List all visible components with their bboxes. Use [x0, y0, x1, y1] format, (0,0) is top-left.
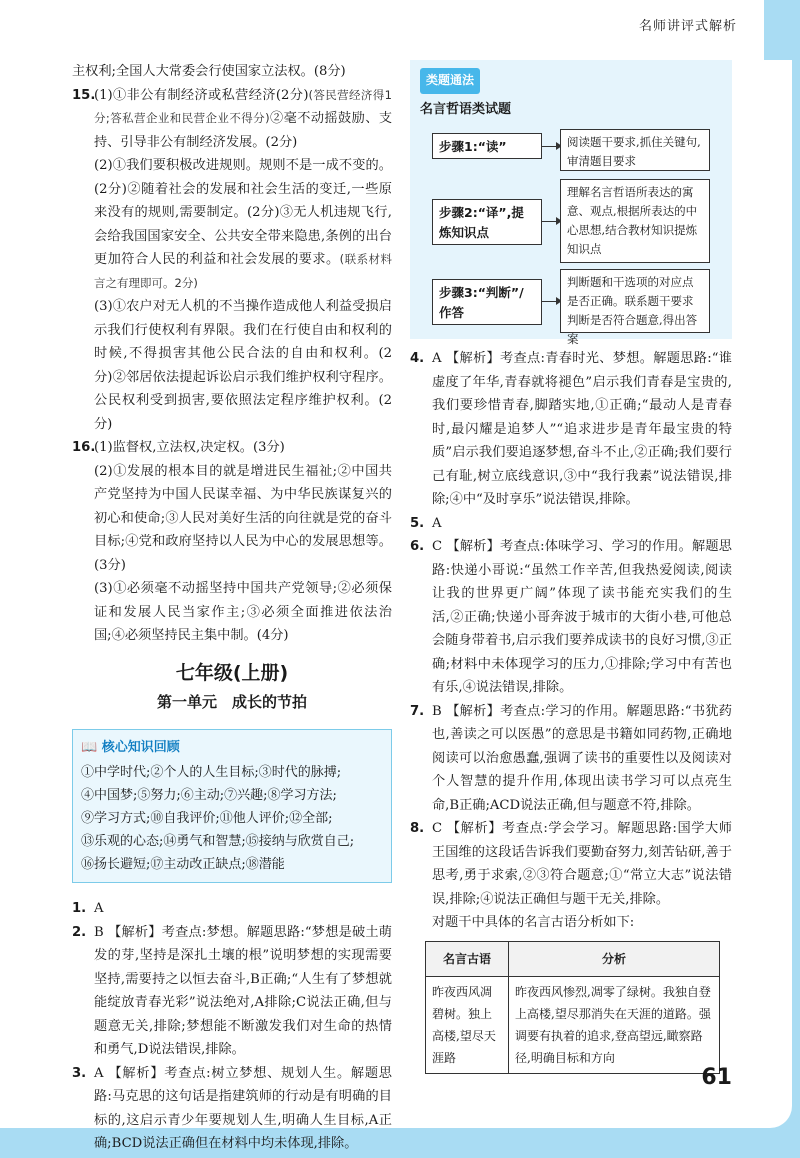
answer-7: [410, 700, 732, 818]
step-3-box: 步骤3:“判断”/作答: [432, 279, 542, 325]
answer-15-note: (答民营经济得1分;答私营企业和民营企业不得分): [94, 87, 393, 125]
book-icon: 📖: [81, 739, 98, 755]
answer-2-number: 2.: [72, 924, 87, 940]
step-2-box: 步骤2:“译”,提炼知识点: [432, 199, 542, 245]
answer-8-number: 8.: [410, 821, 425, 836]
step-1-box: 步骤1:“读”: [432, 133, 542, 159]
answer-16-part3: (3)①必须毫不动摇坚持中国共产党领导;②必须保证和发展人民当家作主;③必须全面推进依法治国;④必须坚持民主集中制。(4分): [94, 581, 392, 643]
answer-6-number: 6.: [410, 539, 425, 554]
step-1-desc: 阅读题干要求,抓住关键句,审清题目要求: [560, 129, 710, 171]
page-number: 61: [701, 1065, 732, 1090]
answer-5-number: 5.: [410, 515, 425, 531]
answer-8-text: C 【解析】考查点:学会学习。解题思路:国学大师王国维的这段话告诉我们要勤奋努力,刻苦钻研,善于思考,勇于求索,②③符合题意;①“常立大志”说法错误,排除;④说法正确但与题干无关,排除。: [432, 821, 732, 907]
answer-1-number: 1.: [72, 901, 87, 916]
knowledge-line: ①中学时代;②个人的人生目标;③时代的脉搏;: [81, 765, 342, 780]
table-intro: 对题干中具体的名言古语分析如下:: [432, 915, 635, 930]
table-header: 名言古语: [426, 941, 509, 976]
answer-7-text: B 【解析】考查点:学习的作用。解题思路:“书犹药也,善读之可以医愚”的意思是书籍如同药物,正确地阅读可以治愈愚蠢,强调了读书的重要性以及阅读对个人智慧的提升作用,体现出读书学习可以点亮生命,B正确;ACD说法正确,但与题意不符,排除。: [432, 703, 732, 813]
table-cell: 昨夜西风惨烈,凋零了绿树。我独自登上高楼,望尽那消失在天涯的道路。强调要有执着的追求,登高望远,瞰察路径,明确目标和方向: [509, 976, 720, 1073]
answer-4-text: A 【解析】考查点:青春时光、梦想。解题思路:“谁虚度了年华,青春就将褪色”启示我们青春是宝贵的,我们要珍惜青春,脚踏实地,①正确;“最动人是青春时,最闪耀是追梦人”“追求进步是青年最宝贵的特质”启示我们要追逐梦想,奋斗不止,②正确;我们要行己有耻,树立底线意识,③中“我行我素”说法错误,排除;④中“及时享乐”说法错误,排除。: [432, 351, 732, 507]
answer-3-text: A 【解析】考查点:树立梦想、规划人生。解题思路:马克思的这句话是指建筑师的行动是有明确的目标的,这启示青少年要规划人生,明确人生目标,A正确;BCD说法正确但在材料中均未体现,排除。: [94, 1065, 392, 1151]
answer-15-part3: (3)①农户对无人机的不当操作造成他人利益受损启示我们行使权利有界限。我们在行使自由和权利的时候,不得损害其他公民合法的自由和权利。(2分)②邻居依法提起诉讼启示我们维护权利守程序。公民权利受到损害,要依照法定程序维护权利。(2分): [94, 299, 392, 432]
answer-2-text: B 【解析】考查点:梦想。解题思路:“梦想是破土萌发的芽,坚持是深扎土壤的根”说明梦想的实现需要坚持,需要持之以恒去奋斗,B正确;“人生有了梦想就能绽放青春光彩”说法绝对,A排除;C说法正确,但与题意无关,排除;梦想能不断激发我们对生命的热情和勇气,D说法错误,排除。: [94, 924, 392, 1057]
step-2-desc: 理解名言哲语所表达的寓意、观点,根据所表达的中心思想,结合教材知识提炼知识点: [560, 179, 710, 263]
answer-6: [410, 535, 732, 700]
answer-7-number: 7.: [410, 703, 425, 719]
answer-5-text: A: [432, 515, 442, 531]
answer-15-part1-rest: ②毫不动摇鼓励、支持、引导非公有制经济发展。(2分): [94, 111, 393, 150]
knowledge-line: ⑨学习方式;⑩自我评价;⑪他人评价;⑫全部;: [81, 811, 333, 826]
answer-15-part2: (2)①我们要积极改进规则。规则不是一成不变的。(2分)②随着社会的发展和社会生活的变迁,一些原来没有的规则,需要制定。(2分)③无人机违规飞行,会给我国国家安全、公共安全带来隐患,条例的出台更加符合人民的利益和社会发展的要求。: [94, 158, 392, 267]
answer-1: [72, 897, 392, 921]
answer-6-text: C 【解析】考查点:体味学习、学习的作用。解题思路:快递小哥说:“虽然工作辛苦,但我热爱阅读,阅读让我的世界更广阔”体现了读书能充实我们的生活,②正确;快递小哥奔波于城市的大街小巷,可他总会随身带着书,启示我们要养成读书的良好习惯,③正确;材料中未体现学习的压力,①排除;学习中有苦也有乐,④说法错误,排除。: [432, 539, 732, 695]
answer-5: [410, 512, 732, 536]
method-tag: 类题通法: [420, 68, 480, 94]
table-row: [426, 976, 720, 1073]
step-3-desc: 判断题和干选项的对应点是否正确。联系题干要求判断是否符合题意,得出答案: [560, 269, 710, 333]
edge-tab: [764, 0, 792, 60]
table-header: 分析: [509, 941, 720, 976]
arrow-right-icon: [542, 221, 560, 222]
answer-16-part2: (2)①发展的根本目的就是增进民生福祉;②中国共产党坚持为中国人民谋幸福、为中华民族谋复兴的初心和使命;③人民对美好生活的向往就是党的奋斗目标;④党和政府坚持以人民为中心的发展思想等。(3分): [94, 463, 392, 573]
answer-15-number: 15.: [72, 87, 96, 103]
answer-3: [72, 1062, 392, 1156]
knowledge-review-box: [72, 729, 392, 884]
answer-16: [72, 436, 392, 648]
answer-4: [410, 347, 732, 512]
answer-8: [410, 817, 732, 935]
method-title: 名言哲语类试题: [420, 101, 512, 117]
quote-analysis-table: [425, 941, 720, 1074]
q14-tail: 主权利;全国人大常委会行使国家立法权。(8分): [72, 64, 346, 79]
knowledge-title: 核心知识回顾: [101, 739, 180, 755]
unit-title: 第一单元 成长的节拍: [156, 693, 307, 711]
knowledge-line: ⑯扬长避短;⑰主动改正缺点;⑱潜能: [81, 857, 285, 872]
grade-title: 七年级(上册): [175, 661, 289, 684]
table-cell: 昨夜西风凋碧树。独上高楼,望尽天涯路: [426, 976, 509, 1073]
answer-1-text: A: [94, 901, 104, 916]
answer-15-part1: (1)①非公有制经济或私营经济(2分): [94, 87, 309, 103]
answer-16-number: 16.: [72, 440, 96, 455]
page-header: 名师讲评式解析: [638, 19, 737, 34]
answer-15: [72, 84, 392, 437]
right-column: [410, 60, 732, 1074]
answer-4-number: 4.: [410, 351, 425, 366]
left-column: [72, 60, 392, 1156]
arrow-right-icon: [542, 301, 560, 302]
knowledge-line: ⑬乐观的心态;⑭勇气和智慧;⑮接纳与欣赏自己;: [81, 834, 355, 849]
method-flowchart: [420, 129, 722, 346]
answer-3-number: 3.: [72, 1065, 87, 1081]
answer-2: [72, 921, 392, 1062]
table-header-row: [426, 941, 720, 976]
answer-15-part2-note: (联系材料言之有理即可。2分): [94, 252, 392, 290]
arrow-right-icon: [542, 146, 560, 147]
answer-16-part1: (1)监督权,立法权,决定权。(3分): [94, 440, 285, 455]
knowledge-line: ④中国梦;⑤努力;⑥主动;⑦兴趣;⑧学习方法;: [81, 788, 337, 803]
method-box: [410, 60, 732, 346]
